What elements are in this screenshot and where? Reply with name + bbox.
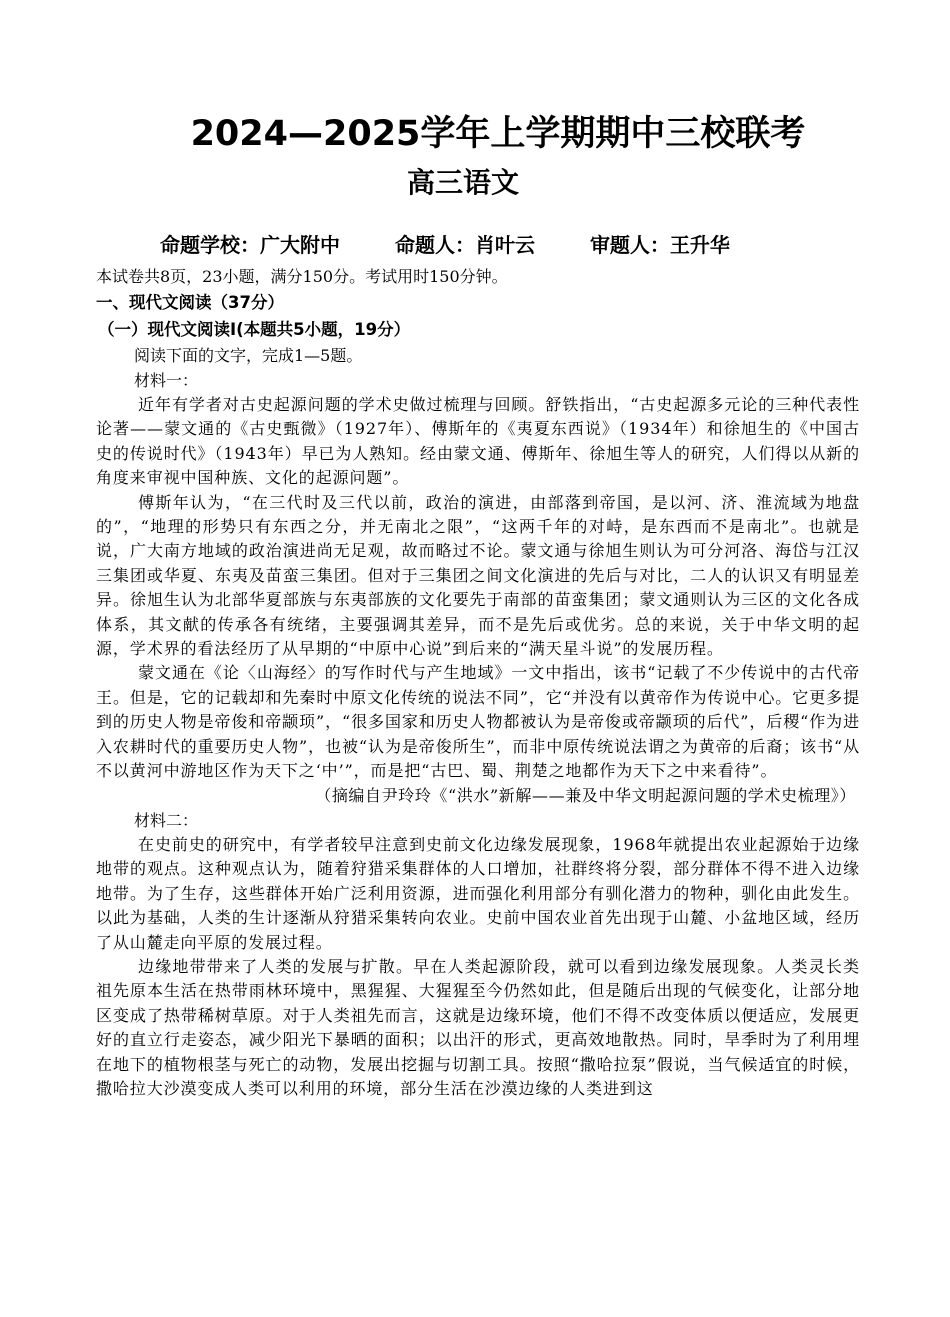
exam-page <box>96 108 860 1101</box>
setting-school: 命题学校：广大附中 <box>160 233 340 257</box>
section-heading: 一、现代文阅读（37分） <box>96 293 284 312</box>
source-citation: （摘编自尹玲玲《“洪水”新解——兼及中华文明起源问题的学术史梳理》） <box>315 785 856 805</box>
author-line <box>160 230 860 260</box>
paragraph: 近年有学者对古史起源问题的学术史做过梳理与回顾。舒铁指出，“古史起源多元论的三种代表性论著——蒙文通的《古史甄微》（1927年）、傅斯年的《夷夏东西说》（1934年）和徐旭生的《中国古史的传说时代》（1943年）早已为人熟知。经由蒙文通、傅斯年、徐旭生等人的研究，人们得以从新的角度来审视中国种族、文化的起源问题”。 <box>96 395 860 488</box>
question-setter: 命题人：肖叶云 <box>394 233 535 257</box>
exam-subtitle: 高三语文 <box>406 166 519 199</box>
exam-intro: 本试卷共8页，23小题，满分150分。考试用时150分钟。 <box>96 267 508 286</box>
paragraph: 蒙文通在《论〈山海经〉的写作时代与产生地域》一文中指出，该书“记载了不少传说中的古代帝王。但是，它的记载却和先秦时中原文化传统的说法不同”，它“并没有以黄帝作为传说中心。它更多提到的历史人物是帝俊和帝颛顼”，“很多国家和历史人物都被认为是帝俊或帝颛顼的后代”，后稷“作为进入农耕时代的重要历史人物”，也被“认为是帝俊所生”，而非中原传统说法谓之为黄帝的后裔；该书“从不以黄河中游地区作为天下之‘中’”，而是把“古巴、蜀、荆楚之地都作为天下之中来看待”。 <box>96 663 860 781</box>
reading-instruction: 阅读下面的文字，完成1—5题。 <box>134 346 363 365</box>
subsection-heading: （一）现代文阅读Ⅰ(本题共5小题，19分） <box>98 320 411 339</box>
paragraph: 边缘地带带来了人类的发展与扩散。早在人类起源阶段，就可以看到边缘发展现象。人类灵长类祖先原本生活在热带雨林环境中，黑猩猩、大猩猩至今仍然如此，但是随后出现的气候变化，让部分地区变成了热带稀树草原。对于人类祖先而言，这就是边缘环境，他们不得不改变体质以便适应，发展更好的直立行走姿态，减少阳光下暴晒的面积；以出汗的形式，更高效地散热。同时，旱季时为了利用埋在地下的植物根茎与死亡的动物，发展出挖掘与切割工具。按照“撒哈拉泵”假说，当气候适宜的时候，撒哈拉大沙漠变成人类可以利用的环境，部分生活在沙漠边缘的人类进到这 <box>96 956 860 1098</box>
paragraph: 在史前史的研究中，有学者较早注意到史前文化边缘发展现象，1968年就提出农业起源始于边缘地带的观点。这种观点认为，随着狩猎采集群体的人口增加，社群终将分裂，部分群体不得不进入边缘地带。为了生存，这些群体开始广泛利用资源，进而强化利用部分有驯化潜力的物种，驯化由此发生。以此为基础，人类的生计逐渐从狩猎采集转向农业。史前中国农业首先出现于山麓、小盆地区域，经历了从山麓走向平原的发展过程。 <box>96 834 860 952</box>
material-label: 材料一： <box>134 371 199 390</box>
material-label: 材料二： <box>134 810 199 830</box>
exam-title: 2024—2025学年上学期期中三校联考 <box>190 114 806 154</box>
question-reviewer: 审题人：王升华 <box>589 233 730 257</box>
paragraph: 傅斯年认为，“在三代时及三代以前，政治的演进，由部落到帝国，是以河、济、淮流域为地盘的”，“地理的形势只有东西之分，并无南北之限”，“这两千年的对峙，是东西而不是南北”。也就是说，广大南方地域的政治演进尚无足观，故而略过不论。蒙文通与徐旭生则认为可分河洛、海岱与江汉三集团或华夏、东夷及苗蛮三集团。但对于三集团之间文化演进的先后与对比，二人的认识又有明显差异。徐旭生认为北部华夏部族与东夷部族的文化要先于南部的苗蛮集团；蒙文通则认为三区的文化各成体系，其文献的传承各有统绪，主要强调其差异，而不是先后或优劣。总的来说，关于中华文明的起源，学术界的看法经历了从早期的“中原中心说”到后来的“满天星斗说”的发展历程。 <box>96 492 860 659</box>
